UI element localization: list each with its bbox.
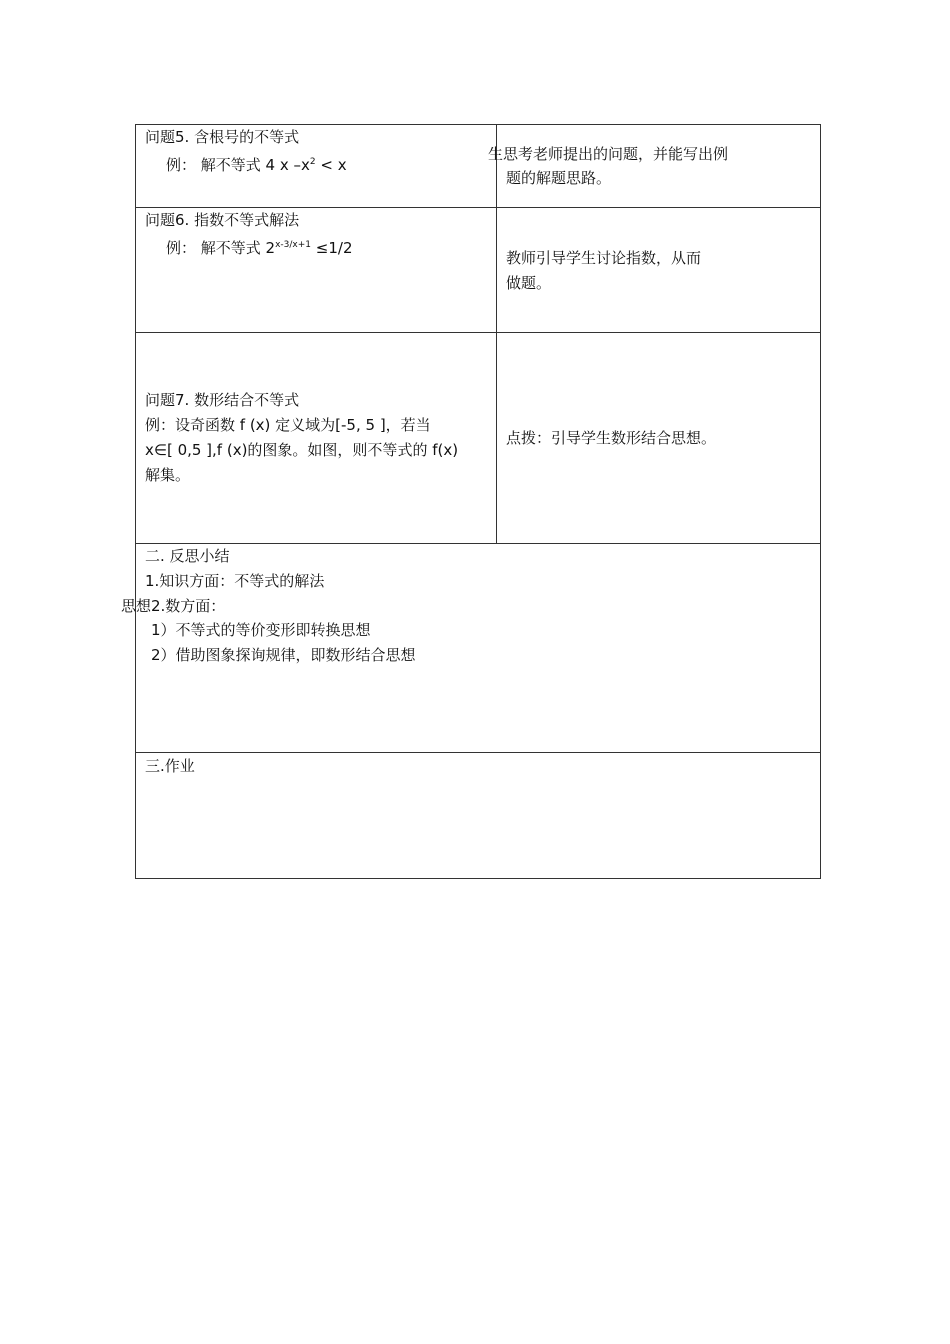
problem5-example-suffix: < x (315, 156, 347, 174)
row-divider-4 (135, 752, 821, 753)
summary-title: 二. 反思小结 (145, 547, 230, 565)
problem7-title: 问题7. 数形结合不等式 (145, 391, 300, 409)
row2-right-line1: 教师引导学生讨论指数，从而 (506, 249, 702, 267)
row1-right-line2: 题的解题思路。 (506, 169, 612, 187)
problem7-line2: x∈[ 0,5 ],f (x)的图象。如图，则不等式的 f(x) (145, 441, 459, 459)
problem7-line1: 例：设奇函数 f (x) 定义域为[-5, 5 ]，若当 (145, 416, 431, 434)
table-border-left (135, 124, 136, 879)
problem7-line3: 解集。 (145, 466, 191, 484)
problem6-title: 问题6. 指数不等式解法 (145, 211, 300, 229)
row2-right-line2: 做题。 (506, 274, 552, 292)
row1-right-line1: 生思考老师提出的问题，并能写出例 (488, 145, 729, 163)
problem6-example-prefix: 例： 解不等式 2 (166, 239, 276, 257)
summary-sub1: 1）不等式的等价变形即转换思想 (151, 621, 371, 639)
row-divider-3 (135, 543, 821, 544)
problem6-example-superscript: x-3/x+1 (275, 240, 312, 250)
row3-right-line1: 点拨：引导学生数形结合思想。 (506, 429, 717, 447)
table-border-bottom (135, 878, 821, 879)
problem5-example-superscript: 2 (309, 157, 316, 167)
table-border-right (820, 124, 821, 879)
problem5-example (166, 150, 347, 177)
row-divider-2 (135, 332, 821, 333)
summary-item1: 1.知识方面：不等式的解法 (145, 572, 325, 590)
homework-title: 三.作业 (145, 757, 195, 775)
summary-item2: 思想2.数方面： (121, 597, 226, 615)
problem6-example (166, 233, 353, 260)
summary-sub2: 2）借助图象探询规律，即数形结合思想 (151, 646, 416, 664)
column-divider (496, 124, 497, 543)
problem5-example-prefix: 例： 解不等式 4 x –x (166, 156, 310, 174)
problem5-title: 问题5. 含根号的不等式 (145, 128, 300, 146)
problem6-example-suffix: ≤1/2 (311, 239, 353, 257)
